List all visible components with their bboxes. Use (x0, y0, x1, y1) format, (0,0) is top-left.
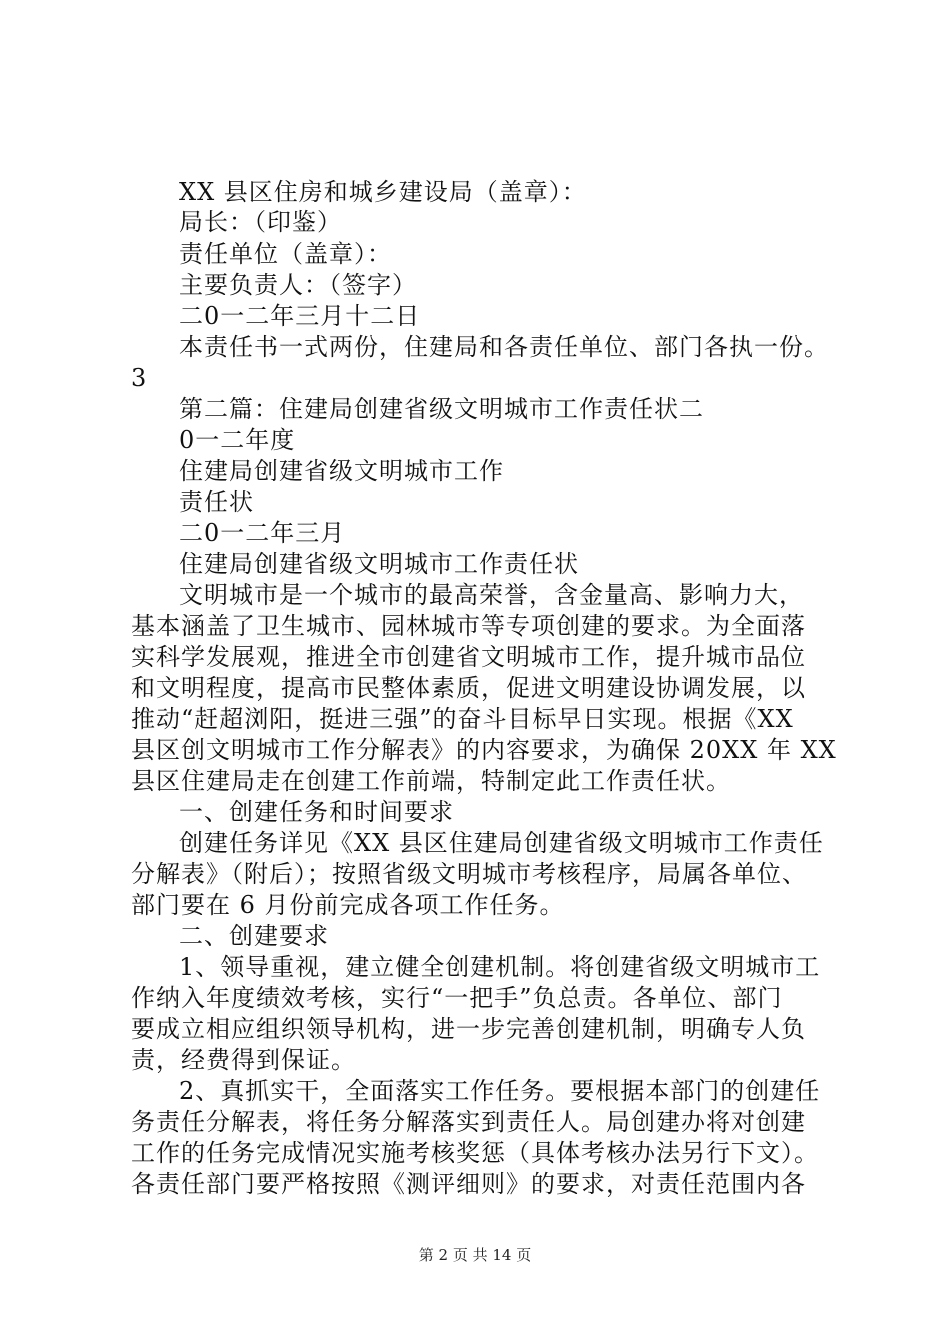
section-heading: 一、创建任务和时间要求 (179, 798, 454, 826)
item-line: 责，经费得到保证。 (131, 1046, 356, 1074)
item-line: 工作的任务完成情况实施考核奖惩（具体考核办法另行下文）。 (131, 1139, 819, 1167)
signature-line: 主要负责人：（签字） (179, 271, 417, 299)
intro-line: 县区创文明城市工作分解表》的内容要求，为确保 20XX 年 XX (131, 736, 837, 764)
intro-line: 推动“赶超浏阳，挺进三强”的奋斗目标早日实现。根据《XX (131, 705, 794, 733)
intro-line: 基本涵盖了卫生城市、园林城市等专项创建的要求。为全面落 (131, 612, 806, 640)
chapter-title: 第二篇：住建局创建省级文明城市工作责任状二 (179, 395, 704, 423)
section-line: 部门要在 6 月份前完成各项工作任务。 (131, 891, 565, 919)
signature-line: XX 县区住房和城乡建设局（盖章）： (179, 178, 587, 206)
header-line: 住建局创建省级文明城市工作 (179, 457, 504, 485)
item-line: 各责任部门要严格按照《测评细则》的要求，对责任范围内各 (131, 1170, 806, 1198)
item-line: 2、真抓实干，全面落实工作任务。要根据本部门的创建任 (179, 1077, 821, 1105)
item-line: 要成立相应组织领导机构，进一步完善创建机制，明确专人负 (131, 1015, 806, 1043)
intro-line: 文明城市是一个城市的最高荣誉，含金量高、影响力大， (179, 581, 804, 609)
item-line: 务责任分解表，将任务分解落实到责任人。局创建办将对创建 (131, 1108, 806, 1136)
section-heading: 二、创建要求 (179, 922, 329, 950)
page-footer: 第 2 页 共 14 页 (418, 1246, 532, 1264)
signature-date: 二0一二年三月十二日 (179, 302, 421, 330)
header-line: 0一二年度 (179, 426, 296, 454)
item-line: 1、领导重视，建立健全创建机制。将创建省级文明城市工 (179, 953, 821, 981)
document-title: 住建局创建省级文明城市工作责任状 (179, 550, 579, 578)
header-line: 二0一二年三月 (179, 519, 346, 547)
header-line: 责任状 (179, 488, 254, 516)
signature-line: 责任单位（盖章）： (179, 240, 392, 268)
item-line: 作纳入年度绩效考核，实行“一把手”负总责。各单位、部门 (131, 984, 783, 1012)
signature-line: 局长：（印鉴） (179, 208, 342, 236)
intro-line: 县区住建局走在创建工作前端，特制定此工作责任状。 (131, 767, 731, 795)
intro-line: 和文明程度，提高市民整体素质，促进文明建设协调发展，以 (131, 674, 806, 702)
section-line: 创建任务详见《XX 县区住建局创建省级文明城市工作责任 (179, 829, 824, 857)
page-marker: 3 (131, 364, 148, 392)
section-line: 分解表》（附后）；按照省级文明城市考核程序，局属各单位、 (131, 860, 807, 888)
intro-line: 实科学发展观，推进全市创建省文明城市工作，提升城市品位 (131, 643, 806, 671)
copies-note: 本责任书一式两份，住建局和各责任单位、部门各执一份。 (179, 333, 829, 361)
